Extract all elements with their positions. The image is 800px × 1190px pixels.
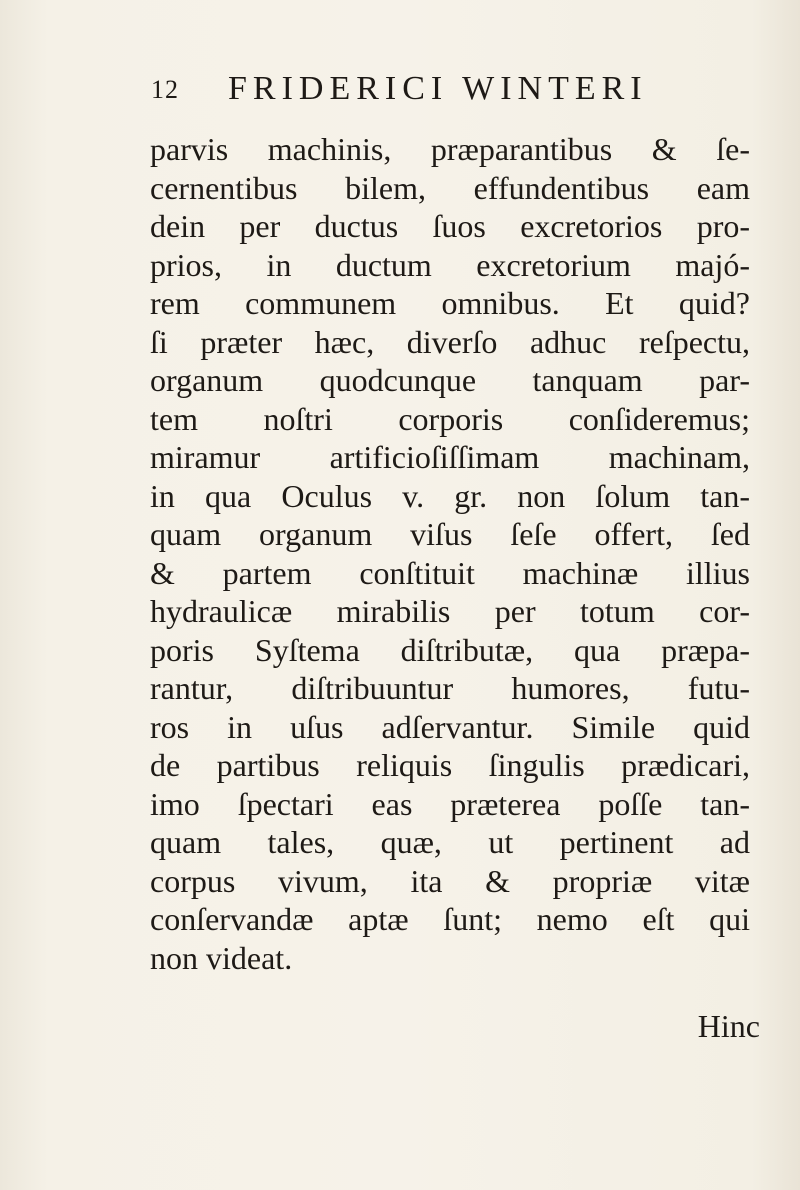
text-line: imo ſpectari eas præterea poſſe tan-	[150, 785, 750, 822]
text-line: poris Syſtema diſtributæ, qua præpa-	[150, 631, 750, 668]
page-number: 12	[151, 75, 179, 104]
text-line: rem communem omnibus. Et quid?	[150, 285, 750, 321]
text-line: ros in uſus adſervantur. Simile quid	[150, 708, 750, 745]
text-line: quam tales, quæ, ut pertinent ad	[150, 824, 750, 860]
text-line: non videat.	[150, 939, 293, 976]
page-header	[151, 70, 771, 110]
running-head: FRIDERICI WINTERI	[228, 70, 648, 107]
text-line: organum quodcunque tanquam par-	[150, 362, 750, 398]
text-line: de partibus reliquis ſingulis prædicari,	[150, 747, 750, 783]
text-line: quam organum viſus ſeſe offert, ſed	[150, 516, 750, 552]
text-line: parvis machinis, præparantibus & ſe-	[150, 131, 750, 167]
text-line: in qua Oculus v. gr. non ſolum tan-	[150, 477, 750, 514]
text-line: dein per ductus ſuos excretorios pro-	[150, 208, 750, 244]
text-line: & partem conſtituit machinæ illius	[150, 554, 750, 591]
text-line: miramur artificioſiſſimam machinam,	[150, 439, 750, 475]
text-line: corpus vivum, ita & propriæ vitæ	[150, 862, 750, 899]
text-line: ſi præter hæc, diverſo adhuc reſpectu,	[150, 323, 750, 360]
text-line: rantur, diſtribuuntur humores, futu-	[150, 670, 750, 706]
body-text	[150, 130, 750, 977]
text-line: hydraulicæ mirabilis per totum cor-	[150, 593, 750, 629]
text-line: prios, in ductum excretorium majó-	[150, 246, 750, 283]
text-line: conſervandæ aptæ ſunt; nemo eſt qui	[150, 901, 750, 937]
text-line: tem noſtri corporis conſideremus;	[150, 400, 750, 437]
catchword: Hinc	[697, 1008, 760, 1044]
text-line: cernentibus bilem, effundentibus eam	[150, 169, 750, 206]
